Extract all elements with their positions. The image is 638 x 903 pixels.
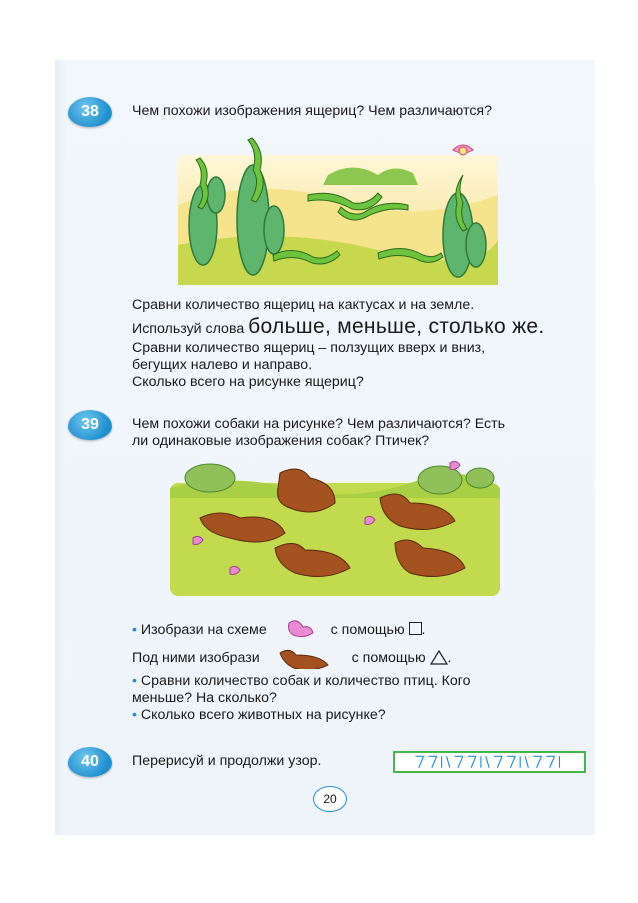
exercise-38-line1: Сравни количество ящериц на кактусах и на земле. bbox=[132, 297, 475, 313]
page-number: 20 bbox=[313, 786, 347, 812]
exercise-38-line4: Сколько всего на рисунке ящериц? bbox=[132, 374, 364, 390]
task-3-text: Сравни количество собак и количество птиц. Кого bbox=[140, 673, 471, 689]
exercise-39-question-1: Чем похожи собаки на рисунке? Чем различаются? Есть bbox=[132, 416, 506, 432]
task-1-a: Изобрази на схеме bbox=[140, 622, 267, 638]
task-2: Под ними изобрази с помощью . bbox=[132, 645, 452, 669]
exercise-38-words bbox=[132, 315, 545, 338]
exercise-38-line3: бегущих налево и направо. bbox=[132, 357, 313, 373]
task-3-line1: • Сравни количество собак и количество птиц. Кого bbox=[132, 673, 471, 689]
exercise-38-badge: 38 bbox=[68, 97, 112, 127]
exercise-38-question: Чем похожи изображения ящериц? Чем различаются? bbox=[132, 103, 492, 119]
exercise-39-question-2: ли одинаковые изображения собак? Птичек? bbox=[132, 433, 430, 449]
dog-icon bbox=[276, 645, 336, 669]
lizards-cactus-illustration bbox=[178, 135, 498, 285]
exercise-40-question: Перерисуй и продолжи узор. bbox=[132, 753, 322, 769]
exercise-40-badge: 40 bbox=[68, 747, 112, 777]
task-4: • Сколько всего животных на рисунке? bbox=[132, 707, 386, 723]
task-2-b: с помощью bbox=[351, 650, 426, 666]
words-big: больше, меньше, столько же. bbox=[248, 315, 545, 338]
exercise-38-line2: Сравни количество ящериц – ползущих вверх и вниз, bbox=[132, 340, 486, 356]
task-1-b: с помощью bbox=[330, 622, 405, 638]
square-icon bbox=[409, 622, 422, 635]
page-edge bbox=[55, 60, 67, 835]
words-intro: Используй слова bbox=[132, 321, 245, 337]
task-4-text: Сколько всего животных на рисунке? bbox=[140, 707, 386, 723]
task-3-line2: меньше? На сколько? bbox=[132, 690, 277, 706]
triangle-icon bbox=[430, 649, 448, 665]
task-1: • Изобрази на схеме с помощью . bbox=[132, 617, 426, 641]
dogs-birds-illustration bbox=[170, 458, 500, 596]
exercise-39-badge: 39 bbox=[68, 410, 112, 440]
bird-icon bbox=[281, 617, 317, 641]
task-2-a: Под ними изобрази bbox=[132, 650, 260, 666]
pattern-strip bbox=[393, 751, 586, 773]
